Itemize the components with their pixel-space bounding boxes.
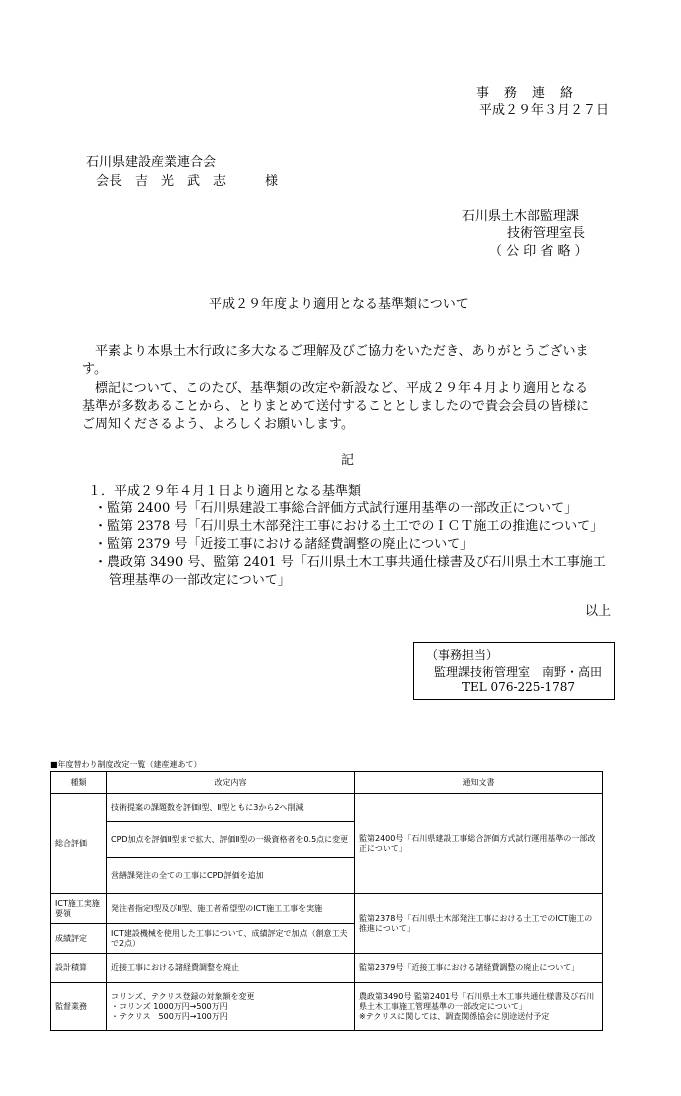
content-cell: CPD加点を評価Ⅱ型まで拡大、評価Ⅱ型の一級資格者を0.5点に変更: [107, 822, 355, 858]
body-p2-line1: 標記について、このたび、基準類の改定や新設など、平成２９年４月より適用となる: [95, 381, 588, 396]
table-row: [51, 983, 603, 1031]
subject: 平成２９年度より適用となる基準類について: [209, 297, 469, 312]
category-cell: ICT施工実施要領: [51, 894, 107, 924]
category-cell: 設計積算: [51, 954, 107, 983]
category-cell: 総合評価: [51, 794, 107, 894]
content-cell: コリンズ、テクリス登録の対象額を変更 ・コリンズ 1000万円→500万円 ・テクリス 500万円→100万円: [107, 983, 355, 1031]
list-item: ・監第 2378 号「石川県土木部発注工事における土工でのＩＣＴ施工の推進について」: [94, 519, 604, 534]
table-row: [51, 894, 603, 924]
list-item: ・農政第 3490 号、監第 2401 号「石川県土木工事共通仕様書及び石川県土木工事施工: [94, 555, 606, 570]
notice-cell: 農政第3490号 監第2401号「石川県土木工事共通仕様書及び石川県土木工事施工管理基準の一部改定について」 ※テクリスに関しては、調査関係協会に別途送付予定: [355, 983, 603, 1031]
header-content: 改定内容: [107, 772, 355, 794]
table-row: [51, 794, 603, 822]
sender-dept: 石川県土木部監理課: [462, 209, 580, 224]
contact-staff: 監理課技術管理室 南野・高田: [434, 665, 603, 679]
notice-cell: 監第2379号「近接工事における諸経費調整の廃止について」: [355, 954, 603, 983]
table-header-row: [51, 772, 603, 794]
content-cell: 近接工事における諸経費調整を廃止: [107, 954, 355, 983]
category-cell: 成績評定: [51, 924, 107, 954]
content-cell: 営繕課発注の全ての工事にCPD評価を追加: [107, 858, 355, 894]
contact-tel: TEL 076-225-1787: [462, 680, 576, 694]
contact-label: （事務担当）: [426, 648, 499, 662]
body-p1-line1: 平素より本県土木行政に多大なるご理解及びご協力をいただき、ありがとうございま: [95, 344, 589, 359]
revision-table: [50, 771, 603, 1031]
doc-type: 事務連絡: [476, 86, 589, 101]
content-cell: 発注者指定Ⅰ型及びⅡ型、施工者希望型のICT施工工事を実施: [107, 894, 355, 924]
header-category: 種類: [51, 772, 107, 794]
content-cell: 技術提案の課題数を評価Ⅰ型、Ⅱ型ともに3から2へ削減: [107, 794, 355, 822]
list-heading: １．平成２９年４月１日より適用となる基準類: [88, 484, 362, 499]
list-item: ・監第 2379 号「近接工事における諸経費調整の廃止について」: [94, 537, 474, 552]
body-p2-line2: 基準が多数あることから、とりまとめて送付することとしましたので貴会会員の皆様に: [82, 399, 590, 414]
table-row: [51, 954, 603, 983]
closing: 以上: [585, 604, 612, 619]
sender-seal: （ 公 印 省 略 ）: [489, 244, 588, 259]
recipient-org: 石川県建設産業連合会: [86, 155, 217, 170]
notice-cell: 監第2378号「石川県土木部発注工事における土工でのICT施工の推進について」: [355, 894, 603, 954]
recipient-name: 会長 吉 光 武 志 様: [96, 174, 279, 189]
table-title: ■年度替わり制度改定一覧（建産連あて）: [50, 760, 202, 769]
list-item-continuation: 管理基準の一部改定について」: [109, 573, 291, 588]
ki-heading: 記: [341, 453, 355, 468]
list-item: ・監第 2400 号「石川県建設工事総合評価方式試行運用基準の一部改正について」: [94, 501, 578, 516]
header-notice: 通知文書: [355, 772, 603, 794]
doc-date: 平成２９年３月２７日: [479, 103, 610, 118]
contact-box: [413, 642, 615, 700]
notice-cell: 監第2400号「石川県建設工事総合評価方式試行運用基準の一部改正について」: [355, 794, 603, 894]
content-cell: ICT建設機械を使用した工事について、成績評定で加点（創意工夫で2点）: [107, 924, 355, 954]
body-p2-line3: ご周知くださるよう、よろしくお願いします。: [82, 417, 354, 432]
category-cell: 監督業務: [51, 983, 107, 1031]
sender-title: 技術管理室長: [507, 226, 586, 241]
body-p1-line2: す。: [82, 362, 107, 377]
